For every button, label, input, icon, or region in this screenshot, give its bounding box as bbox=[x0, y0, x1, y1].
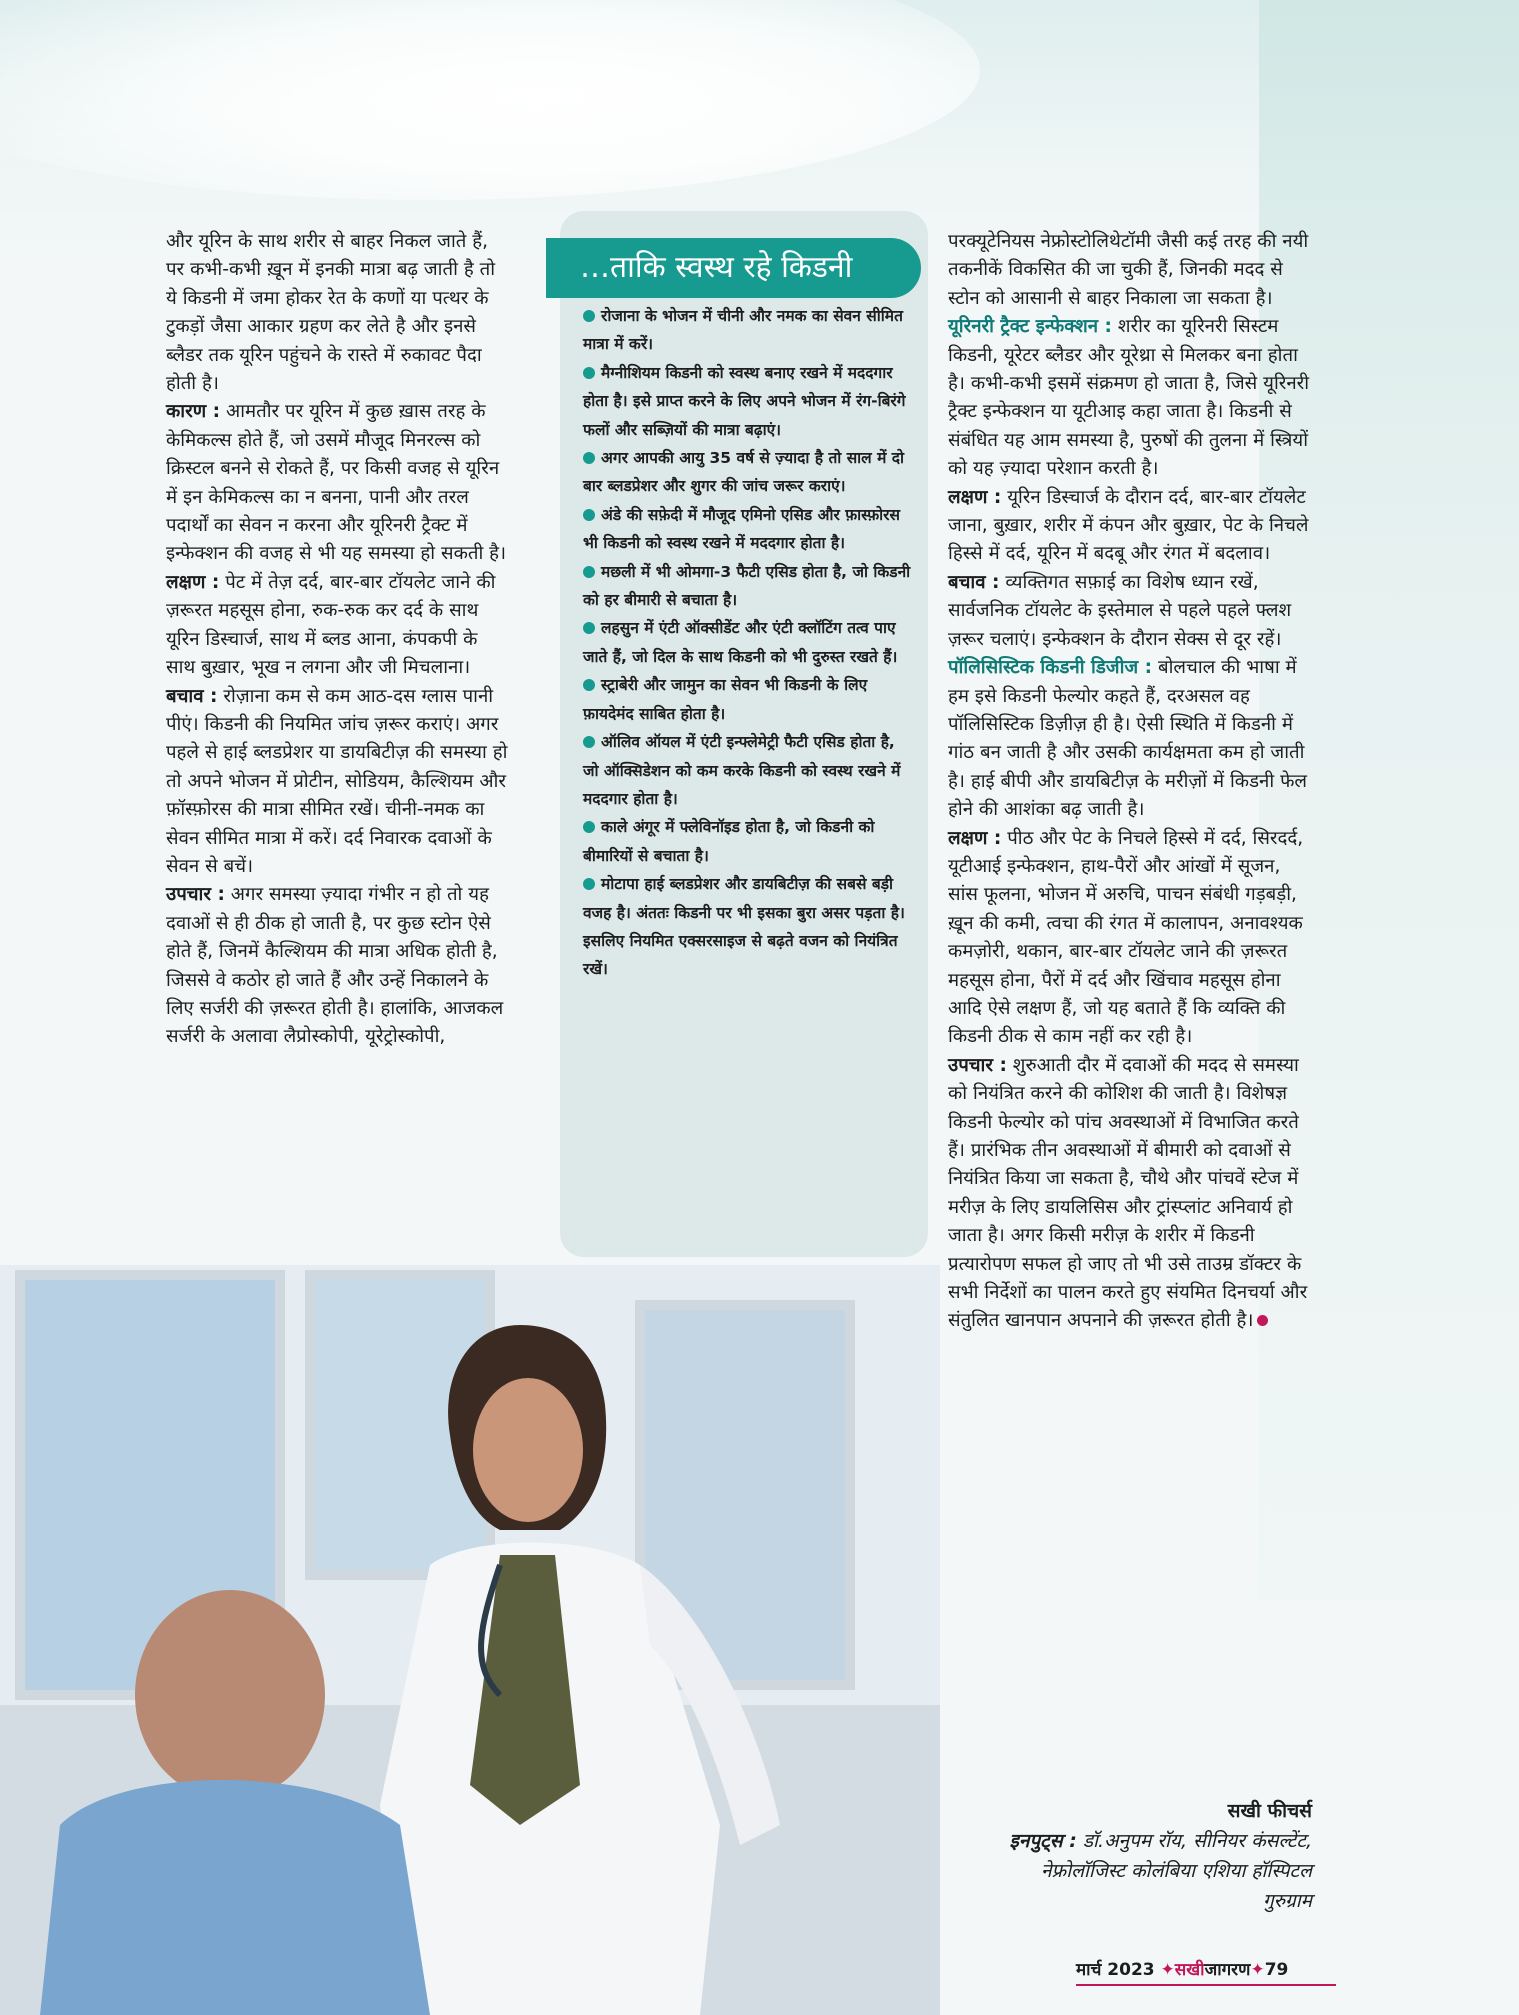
tip-item: ऑलिव ऑयल में एंटी इन्फ्लेमेट्री फैटी एसिड होता है, जो ऑक्सिडेशन को कम करके किडनी को स्वस्थ रखने में मददगार होता है। bbox=[583, 733, 901, 808]
bullet-icon bbox=[583, 821, 595, 833]
tip-item: अंडे की सफ़ेदी में मौजूद एमिनो एसिड और फ़ास्फ़ोरस भी किडनी को स्वस्थ रखने में मददगार होता है। bbox=[583, 505, 900, 553]
inputs-credit: इनपुट्स : डॉ.अनुपम रॉय, सीनियर कंसल्टेंट, नेफ्रोलॉजिस्ट कोलंबिया एशिया हॉस्पिटल गुरुग्राम bbox=[1009, 1830, 1312, 1912]
page-number: 79 bbox=[1264, 1960, 1289, 1980]
byline bbox=[1000, 1796, 1312, 1916]
tip-item: रोजाना के भोजन में चीनी और नमक का सेवन सीमित मात्रा में करें। bbox=[583, 307, 903, 354]
inputs-label: इनपुट्स : bbox=[1009, 1830, 1077, 1852]
section-label: बचाव : bbox=[948, 571, 1000, 593]
sidebar-title: …ताकि स्वस्थ रहे किडनी bbox=[546, 238, 921, 298]
brand-name-a: सखी bbox=[1174, 1960, 1205, 1980]
footer-rule bbox=[1076, 1984, 1336, 1986]
section-label: कारण : bbox=[166, 401, 221, 423]
section-heading: पॉलिसिस्टिक किडनी डिजीज : bbox=[948, 657, 1153, 679]
left-paragraph-bachav: बचाव : रोज़ाना कम से कम आठ-दस ग्लास पानी पीएं। किडनी की नियमित जांच ज़रूर कराएं। अगर पहले से हाई ब्लडप्रेशर या डायबिटीज़ की समस्या हो तो अपने भोजन में प्रोटीन, सोडियम, कैल्शियम और फ़ॉस्फ़ोरस की मात्रा सीमित रखें। चीनी-नमक का सेवन सीमित मात्रा में करें। दर्द निवारक दवाओं के सेवन से बचें। bbox=[166, 685, 508, 877]
left-paragraph-karan: कारण : आमतौर पर यूरिन में कुछ ख़ास तरह के केमिकल्स होते हैं, जो उसमें मौजूद मिनरल्स को क्रिस्टल बनने से रोकते हैं, पर किसी वजह से यूरिन में इन केमिकल्स का न बनना, पानी और तरल पदार्थों का सेवन न करना और यूरिनरी ट्रैक्ट में इन्फेक्शन की वजह से भी यह समस्या हो सकती है। bbox=[166, 401, 507, 565]
right-paragraph-bachav: बचाव : व्यक्तिगत सफ़ाई का विशेष ध्यान रखें, सार्वजनिक टॉयलेट के इस्तेमाल से पहले पहले फ्लश ज़रूर चलाएं। इन्फेक्शन के दौरान सेक्स से दूर रहें। bbox=[948, 571, 1292, 650]
section-label: उपचार : bbox=[948, 1054, 1007, 1076]
left-paragraph-lakshan: लक्षण : पेट में तेज़ दर्द, बार-बार टॉयलेट जाने की ज़रूरत महसूस होना, रुक-रुक कर दर्द के साथ यूरिन डिस्चार्ज, साथ में ब्लड आना, कंपकपी के साथ बुख़ार, भूख न लगना और जी मिचलाना। bbox=[166, 571, 496, 679]
bullet-icon bbox=[583, 367, 595, 379]
tip-item: मछली में भी ओमगा-3 फैटी एसिड होता है, जो किडनी को हर बीमारी से बचाता है। bbox=[583, 562, 911, 610]
brand-name-b: जागरण bbox=[1204, 1960, 1251, 1980]
tip-item: मैग्नीशियम किडनी को स्वस्थ बनाए रखने में मददगार होता है। इसे प्राप्त करने के लिए अपने भोजन में रंग-बिरंगे फलों और सब्ज़ियों की मात्रा बढ़ाएं। bbox=[583, 363, 906, 439]
right-paragraph-pkd: पॉलिसिस्टिक किडनी डिजीज : बोलचाल की भाषा में हम इसे किडनी फेल्योर कहते हैं, दरअसल वह पॉलिसिस्टिक डिज़ीज़ ही है। ऐसी स्थिति में किडनी में गांठ बन जाती है और उसकी कार्यक्षमता कम हो जाती है। हाई बीपी और डायबिटीज़ के मरीज़ों में किडनी फेल होने की आशंका बढ़ जाती है। bbox=[948, 657, 1308, 821]
right-column bbox=[948, 228, 1312, 1336]
left-paragraph-upchar: उपचार : अगर समस्या ज़्यादा गंभीर न हो तो यह दवाओं से ही ठीक हो जाती है, पर कुछ स्टोन ऐसे होते हैं, जिनमें कैल्शियम की मात्रा अधिक होती है, जिससे वे कठोर हो जाते हैं और उन्हें निकालने के लिए सर्जरी की ज़रूरत होती है। हालांकि, आजकल सर्जरी के अलावा लैप्रोस्कोपी, यूरेट्रोस्कोपी, bbox=[166, 884, 504, 1048]
credit-name: सखी फीचर्स bbox=[1227, 1800, 1312, 1822]
doctor-patient-photo bbox=[0, 1265, 940, 2015]
bullet-icon bbox=[583, 452, 595, 464]
right-paragraph-uti: यूरिनरी ट्रैक्ट इन्फेक्शन : शरीर का यूरिनरी सिस्टम किडनी, यूरेटर ब्लैडर और यूरेथ्रा से मिलकर बना होता है। कभी-कभी इसमें संक्रमण हो जाता है, जिसे यूरिनरी ट्रैक्ट इन्फेक्शन या यूटीआइ कहा जाता है। किडनी से संबंधित यह आम समस्या है, पुरुषों की तुलना में स्त्रियों को यह ज़्यादा परेशान करती है। bbox=[948, 316, 1310, 480]
right-paragraph-upchar: उपचार : शुरुआती दौर में दवाओं की मदद से समस्या को नियंत्रित करने की कोशिश की जाती है। विशेषज्ञ किडनी फेल्योर को पांच अवस्थाओं में विभाजित करते हैं। प्रारंभिक तीन अवस्थाओं में बीमारी को दवाओं से नियंत्रित किया जा सकता है, चौथे और पांचवें स्टेज में मरीज़ के लिए डायलिसिस और ट्रांस्प्लांट अनिवार्य हो जाता है। अगर किसी मरीज़ के शरीर में किडनी प्रत्यारोपण सफल हो जाए तो भी उसे ताउम्र डॉक्टर के सभी निर्देशों का पालन करते हुए संयमित दिनचर्या और संतुलित खानपान अपनाने की ज़रूरत होती है। bbox=[948, 1054, 1308, 1332]
end-mark-icon bbox=[1257, 1315, 1268, 1326]
bullet-icon bbox=[583, 622, 595, 634]
bullet-icon bbox=[583, 566, 595, 578]
left-paragraph: और यूरिन के साथ शरीर से बाहर निकल जाते हैं, पर कभी-कभी ख़ून में इनकी मात्रा बढ़ जाती है तो ये किडनी में जमा होकर रेत के कणों या पत्थर के टुकड़ों जैसा आकार ग्रहण कर लेते है और इनसे ब्लैडर तक यूरिन पहुंचने के रास्ते में रुकावट पैदा होती है। bbox=[166, 231, 496, 395]
tip-item: काले अंगूर में फ्लेविनॉइड होता है, जो किडनी को बीमारियों से बचाता है। bbox=[583, 818, 875, 865]
tip-item: लहसुन में एंटी ऑक्सीडेंट और एंटी क्लॉटिंग तत्व पाए जाते हैं, जो दिल के साथ किडनी को भी दुरुस्त रखते हैं। bbox=[583, 619, 898, 666]
bullet-icon bbox=[583, 736, 595, 748]
photo-illustration bbox=[0, 1265, 940, 2015]
footer-month: मार्च 2023 bbox=[1076, 1960, 1155, 1980]
right-paragraph-lakshan: लक्षण : यूरिन डिस्चार्ज के दौरान दर्द, बार-बार टॉयलेट जाना, बुख़ार, शरीर में कंपन और बुख़ार, पेट के निचले हिस्से में दर्द, यूरिन में बदबू और रंगत में बदलाव। bbox=[948, 486, 1309, 565]
star-icon: ✦ bbox=[1250, 1960, 1265, 1980]
section-label: लक्षण : bbox=[948, 827, 1002, 849]
section-label: बचाव : bbox=[166, 685, 218, 707]
bullet-icon bbox=[583, 878, 595, 890]
right-paragraph-lakshan-2: लक्षण : पीठ और पेट के निचले हिस्से में दर्द, सिरदर्द, यूटीआई इन्फेक्शन, हाथ-पैरों और आंखों में सूजन, सांस फूलना, भोजन में अरुचि, पाचन संबंधी गड़बड़ी, ख़ून की कमी, त्वचा की रंगत में कालापन, अनावश्यक कमज़ोरी, थकान, बार-बार टॉयलेट जाने की ज़रूरत महसूस होना, पैरों में दर्द और खिंचाव महसूस होना आदि ऐसे लक्षण हैं, जो यह बताते हैं कि व्यक्ति की किडनी ठीक से काम नहीं कर रही है। bbox=[948, 827, 1304, 1048]
left-column bbox=[166, 228, 508, 1052]
bullet-icon bbox=[583, 509, 595, 521]
section-label: उपचार : bbox=[166, 884, 225, 906]
section-label: लक्षण : bbox=[948, 486, 1002, 508]
star-icon: ✦ bbox=[1160, 1960, 1175, 1980]
section-label: लक्षण : bbox=[166, 571, 220, 593]
bullet-icon bbox=[583, 679, 595, 691]
tips-list bbox=[583, 302, 911, 984]
tip-item: मोटापा हाई ब्लडप्रेशर और डायबिटीज़ की सबसे बड़ी वजह है। अंततः किडनी पर भी इसका बुरा असर पड़ता है। इसलिए नियमित एक्सरसाइज से बढ़ते वजन को नियंत्रित रखें। bbox=[583, 875, 905, 979]
tip-item: स्ट्राबेरी और जामुन का सेवन भी किडनी के लिए फ़ायदेमंद साबित होता है। bbox=[583, 676, 868, 723]
right-paragraph: परक्यूटेनियस नेफ्रोस्टोलिथेटॉमी जैसी कई तरह की नयी तकनीकें विकसित की जा चुकी हैं, जिनकी मदद से स्टोन को आसानी से बाहर निकाला जा सकता है। bbox=[948, 231, 1309, 309]
tip-item: अगर आपकी आयु 35 वर्ष से ज़्यादा है तो साल में दो बार ब्लडप्रेशर और शुगर की जांच जरूर कराएं। bbox=[583, 449, 904, 496]
section-heading: यूरिनरी ट्रैक्ट इन्फेक्शन : bbox=[948, 316, 1112, 338]
bullet-icon bbox=[583, 310, 595, 322]
page-footer bbox=[1076, 1956, 1318, 1984]
